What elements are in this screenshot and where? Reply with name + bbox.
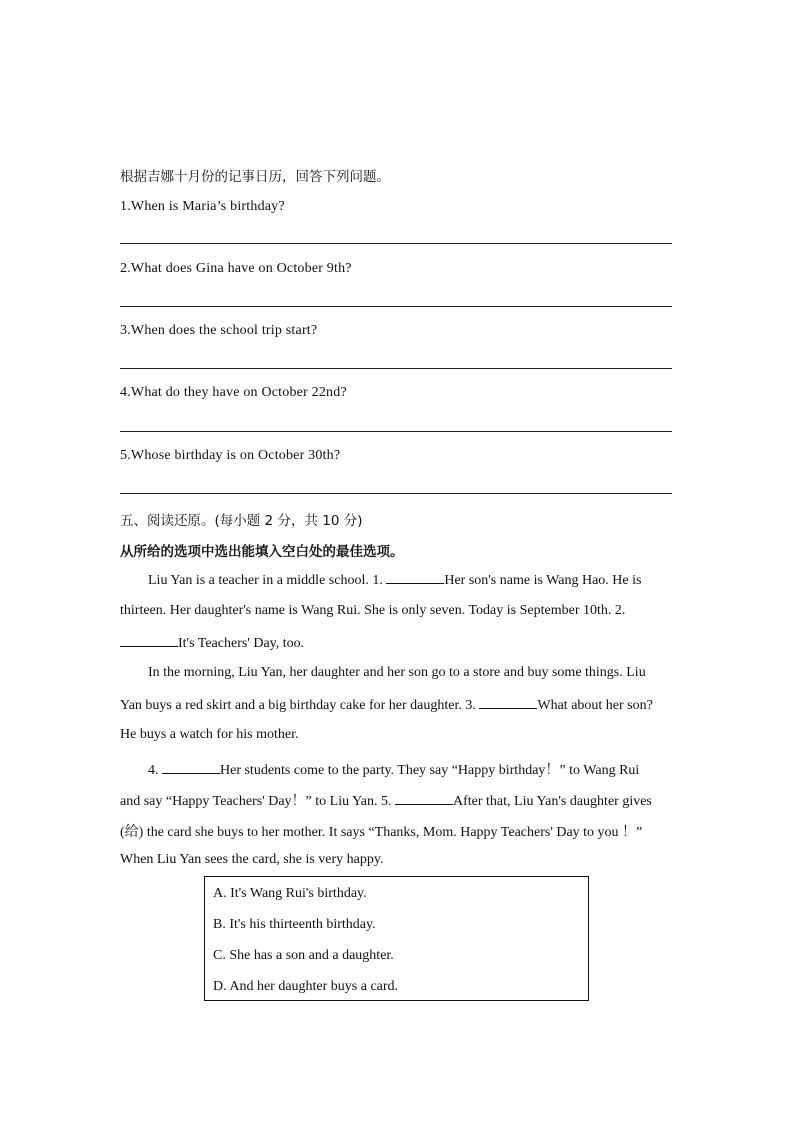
passage-text: and say “Happy Teachers' Day！” to Liu Yan. 5.: [120, 794, 392, 809]
passage-line: [120, 790, 652, 810]
blank-1[interactable]: [386, 571, 444, 584]
answer-line-1[interactable]: [120, 243, 672, 244]
passage-text: What about her son?: [537, 698, 653, 713]
blank-5[interactable]: [395, 792, 453, 805]
passage-text: 4.: [148, 763, 159, 778]
passage-text: It's Teachers' Day, too.: [178, 636, 305, 651]
question-3: 3.When does the school trip start?: [120, 323, 318, 338]
section-instruction: 从所给的选项中选出能填入空白处的最佳选项。: [120, 544, 404, 560]
passage-text: After that, Liu Yan's daughter gives: [453, 794, 652, 809]
answer-line-3[interactable]: [120, 368, 672, 369]
blank-4[interactable]: [162, 761, 220, 774]
passage-line: [120, 634, 304, 652]
question-5: 5.Whose birthday is on October 30th?: [120, 448, 341, 463]
answer-line-2[interactable]: [120, 306, 672, 307]
blank-3[interactable]: [479, 696, 537, 709]
option-a: A. It's Wang Rui's birthday.: [213, 886, 367, 901]
passage-line: In the morning, Liu Yan, her daughter and her son go to a store and buy some things. Liu: [148, 665, 646, 680]
passage-line: When Liu Yan sees the card, she is very happy.: [120, 852, 384, 867]
passage-text: Her students come to the party. They say “Happy birthday！” to Wang Rui: [220, 763, 640, 778]
passage-line: [120, 696, 653, 714]
instruction-text: 根据吉娜十月份的记事日历，回答下列问题。: [120, 169, 390, 185]
passage-text: Yan buys a red skirt and a big birthday cake for her daughter. 3.: [120, 698, 476, 713]
question-1: 1.When is Maria’s birthday?: [120, 199, 285, 214]
question-2: 2.What does Gina have on October 9th?: [120, 261, 352, 276]
passage-line: thirteen. Her daughter's name is Wang Rui. She is only seven. Today is September 10th. 2.: [120, 603, 626, 618]
passage-line: (给) the card she buys to her mother. It says “Thanks, Mom. Happy Teachers' Day to you ！”: [120, 825, 643, 840]
blank-2[interactable]: [120, 634, 178, 647]
question-4: 4.What do they have on October 22nd?: [120, 385, 347, 400]
answer-line-5[interactable]: [120, 493, 672, 494]
option-c: C. She has a son and a daughter.: [213, 948, 394, 963]
passage-text: Liu Yan is a teacher in a middle school. 1.: [148, 573, 383, 588]
passage-line: He buys a watch for his mother.: [120, 727, 299, 742]
answer-line-4[interactable]: [120, 431, 672, 432]
option-b: B. It's his thirteenth birthday.: [213, 917, 376, 932]
options-box: [204, 876, 589, 1001]
passage-line: [148, 759, 639, 779]
option-d: D. And her daughter buys a card.: [213, 979, 399, 994]
section-title: 五、阅读还原。(每小题 2 分，共 10 分): [120, 513, 363, 529]
passage-line: [148, 571, 641, 589]
passage-text: Her son's name is Wang Hao. He is: [444, 573, 642, 588]
